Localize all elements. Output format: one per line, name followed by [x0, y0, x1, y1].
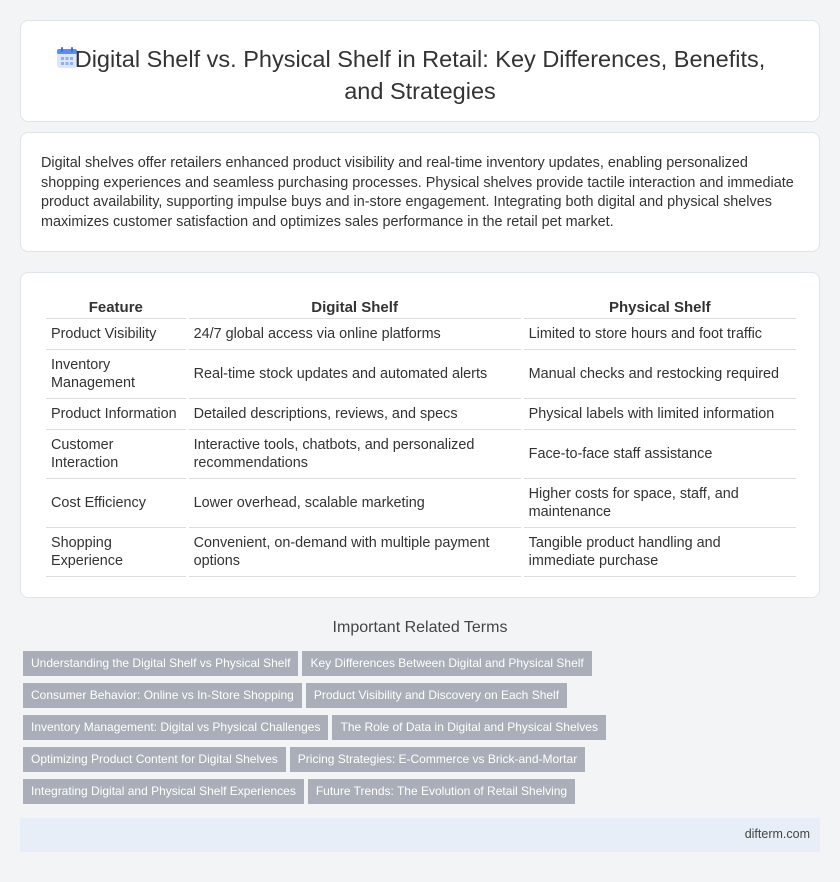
column-header-feature: Feature: [46, 295, 186, 319]
physical-shelf-cell: Tangible product handling and immediate purchase: [524, 528, 796, 577]
feature-cell: Product Visibility: [46, 319, 186, 350]
physical-shelf-cell: Higher costs for space, staff, and maintenance: [524, 479, 796, 528]
feature-cell: Customer Interaction: [46, 430, 186, 479]
footer: [20, 818, 820, 852]
related-term-tag[interactable]: Product Visibility and Discovery on Each Shelf: [306, 683, 567, 708]
related-term-tag[interactable]: Inventory Management: Digital vs Physical Challenges: [23, 715, 328, 740]
related-terms-list: [23, 651, 823, 811]
physical-shelf-cell: Physical labels with limited information: [524, 399, 796, 430]
feature-cell: Shopping Experience: [46, 528, 186, 577]
table-row: [46, 479, 796, 528]
digital-shelf-cell: Real-time stock updates and automated alerts: [189, 350, 521, 399]
related-term-tag[interactable]: Future Trends: The Evolution of Retail Shelving: [308, 779, 575, 804]
table-row: [46, 399, 796, 430]
header-card: [20, 20, 820, 122]
physical-shelf-cell: Limited to store hours and foot traffic: [524, 319, 796, 350]
related-term-tag[interactable]: Understanding the Digital Shelf vs Physical Shelf: [23, 651, 298, 676]
digital-shelf-cell: 24/7 global access via online platforms: [189, 319, 521, 350]
digital-shelf-cell: Lower overhead, scalable marketing: [189, 479, 521, 528]
related-term-tag[interactable]: Pricing Strategies: E-Commerce vs Brick-and-Mortar: [290, 747, 585, 772]
related-terms-heading: Important Related Terms: [332, 619, 508, 636]
digital-shelf-cell: Convenient, on-demand with multiple payment options: [189, 528, 521, 577]
page-title-line-1: Digital Shelf vs. Physical Shelf in Retail: Key Differences, Benefits,: [74, 46, 766, 72]
tag-row: [23, 715, 823, 747]
summary-card: [20, 132, 820, 252]
feature-cell: Inventory Management: [46, 350, 186, 399]
table-row: [46, 350, 796, 399]
tag-row: [23, 683, 823, 715]
footer-site-link[interactable]: difterm.com: [744, 827, 810, 841]
column-header-digital-shelf: Digital Shelf: [189, 295, 521, 319]
page-title-line-2: and Strategies: [344, 78, 496, 104]
physical-shelf-cell: Manual checks and restocking required: [524, 350, 796, 399]
digital-shelf-cell: Detailed descriptions, reviews, and specs: [189, 399, 521, 430]
comparison-table: [43, 295, 799, 577]
comparison-table-card: [20, 272, 820, 598]
tag-row: [23, 779, 823, 811]
column-header-physical-shelf: Physical Shelf: [524, 295, 796, 319]
physical-shelf-cell: Face-to-face staff assistance: [524, 430, 796, 479]
digital-shelf-cell: Interactive tools, chatbots, and personalized recommendations: [189, 430, 521, 479]
related-term-tag[interactable]: Optimizing Product Content for Digital Shelves: [23, 747, 286, 772]
feature-cell: Product Information: [46, 399, 186, 430]
feature-cell: Cost Efficiency: [46, 479, 186, 528]
tag-row: [23, 651, 823, 683]
related-term-tag[interactable]: Integrating Digital and Physical Shelf Experiences: [23, 779, 304, 804]
summary-text: Digital shelves offer retailers enhanced product visibility and real-time inventory updates, enabling personalized shopping experiences and seamless purchasing processes. Physical shelves provide tactile interaction and immediate product availability, supporting impulse buys and in-store engagement. Integrating both digital and physical shelves maximizes customer satisfaction and optimizes sales performance in the retail pet market.: [41, 155, 794, 230]
page-title: [21, 43, 819, 107]
table-row: [46, 528, 796, 577]
tag-row: [23, 747, 823, 779]
related-term-tag[interactable]: The Role of Data in Digital and Physical Shelves: [332, 715, 605, 740]
table-header-row: [46, 295, 796, 319]
related-term-tag[interactable]: Consumer Behavior: Online vs In-Store Shopping: [23, 683, 302, 708]
table-row: [46, 430, 796, 479]
table-row: [46, 319, 796, 350]
related-term-tag[interactable]: Key Differences Between Digital and Physical Shelf: [302, 651, 591, 676]
